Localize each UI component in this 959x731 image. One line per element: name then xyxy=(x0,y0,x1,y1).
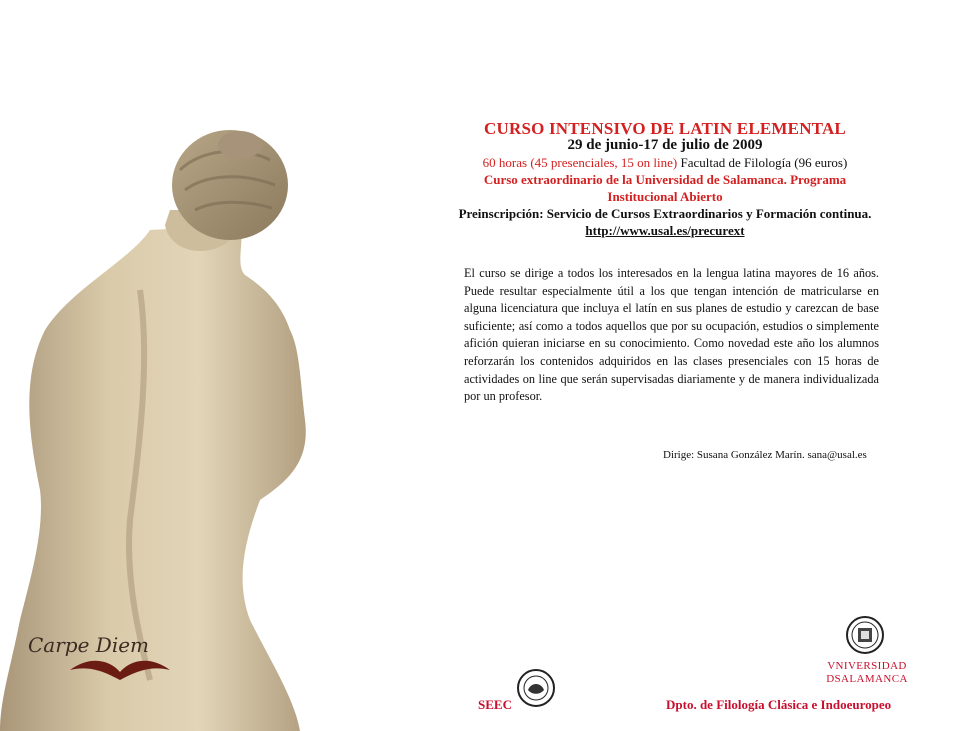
hours-rest: Facultad de Filología (96 euros) xyxy=(677,155,848,170)
university-seal-icon xyxy=(846,616,884,654)
course-header xyxy=(455,120,875,239)
course-program: Curso extraordinario de la Universidad de Salamanca. Programa Institucional Abierto xyxy=(483,172,847,204)
course-dates: 29 de junio-17 de julio de 2009 xyxy=(567,137,763,153)
prereg-label: Preinscripción: Servicio de Cursos Extraordinarios y Formación continua. xyxy=(458,206,872,221)
director-line: Dirige: Susana González Marín. sana@usal.es xyxy=(663,449,867,461)
course-description: El curso se dirige a todos los interesados en la lengua latina mayores de 16 años. Puede resultar especialmente útil a los que tengan intención de matricularse en alguna licenciatura que incluya el latín en sus planes de estudio y carezcan de base suficiente; así como a todos aquellos que por su ocupación, estudios o simplemente afición quieran iniciarse en su conocimiento. Como novedad este año los alumnos reforzarán los contenidos adquiridos en las clases presenciales con 15 horas de actividades on line que serán supervisadas diariamente y de manera individualizada por un profesor. xyxy=(464,266,879,404)
course-title: CURSO INTENSIVO DE LATIN ELEMENTAL xyxy=(484,119,846,138)
statue-illustration xyxy=(0,60,330,731)
seec-label: SEEC xyxy=(478,697,512,712)
course-hours xyxy=(455,154,875,171)
tattoo-text: Carpe Diem xyxy=(28,633,150,657)
university-line2: DSALAMANCA xyxy=(826,673,908,685)
department-label: Dpto. de Filología Clásica e Indoeuropeo xyxy=(666,697,892,712)
preregistration xyxy=(455,205,875,239)
university-line1: VNIVERSIDAD xyxy=(827,660,907,672)
university-name xyxy=(826,660,908,686)
hours-red: 60 horas (45 presenciales, 15 on line) xyxy=(482,155,678,170)
prereg-link[interactable]: http://www.usal.es/precurext xyxy=(585,223,745,238)
seec-seal-icon xyxy=(516,668,556,708)
